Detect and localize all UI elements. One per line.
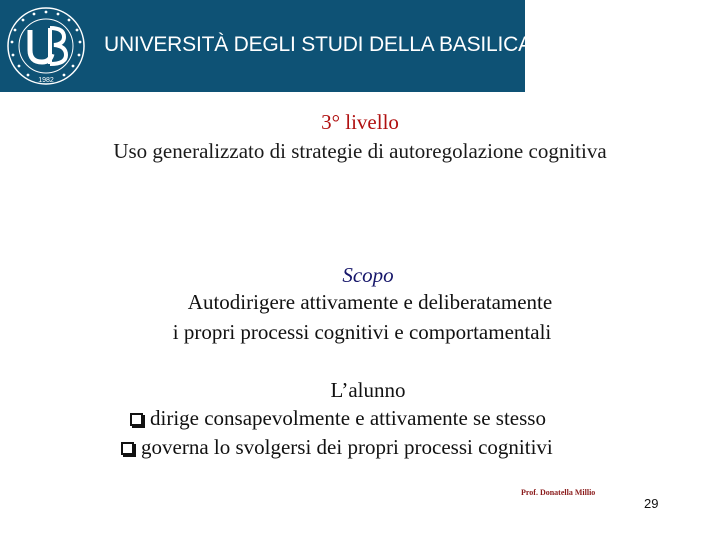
seal-year: 1982 xyxy=(38,77,54,84)
slide-title: 3° livello xyxy=(321,110,399,134)
bullet-text: dirige consapevolmente e attivamente se stesso xyxy=(150,406,546,430)
university-name: UNIVERSITÀ DEGLI STUDI DELLA BASILICATA xyxy=(104,33,556,56)
bullet-text: governa lo svolgersi dei propri processi cognitivi xyxy=(141,435,553,459)
slide-subtitle: Uso generalizzato di strategie di autoregolazione cognitiva xyxy=(113,139,607,163)
bullet-item xyxy=(121,435,553,460)
alunno-heading: L’alunno xyxy=(330,378,406,402)
checkbox-bullet-icon xyxy=(130,413,143,426)
university-banner xyxy=(0,0,556,92)
scopo-line-2: i propri processi cognitivi e comportamentali xyxy=(172,320,552,344)
page-number: 29 xyxy=(644,496,659,511)
university-seal-icon xyxy=(6,6,86,86)
scopo-line-1: Autodirigere attivamente e deliberatamente xyxy=(187,290,553,314)
author-credit: Prof. Donatella Millio xyxy=(521,488,596,497)
checkbox-bullet-icon xyxy=(121,442,134,455)
bullet-item xyxy=(130,406,546,431)
scopo-heading: Scopo xyxy=(342,263,394,287)
